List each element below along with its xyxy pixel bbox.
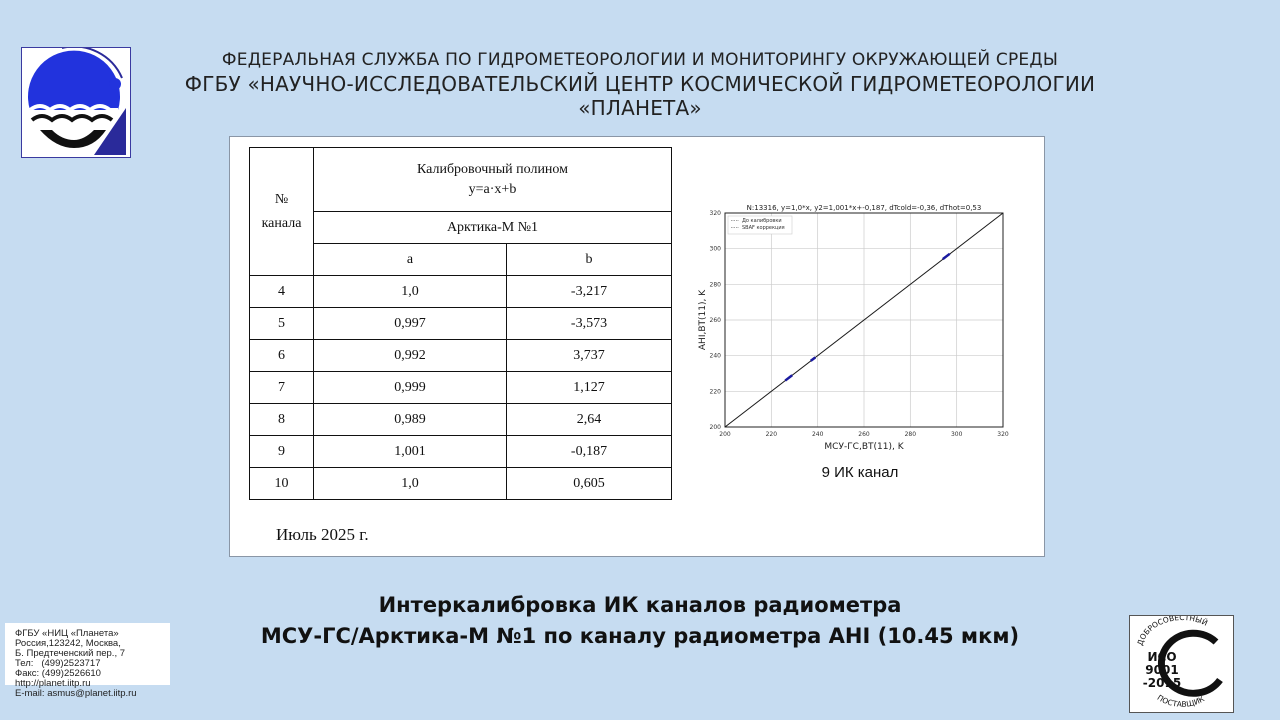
- y-tick-label: 220: [709, 388, 721, 396]
- x-tick-label: 220: [765, 431, 778, 438]
- x-tick-label: 260: [858, 431, 870, 438]
- data-point-cluster: [785, 375, 792, 380]
- table-row: [250, 372, 672, 404]
- header-organization: ФГБУ «НАУЧНО-ИССЛЕДОВАТЕЛЬСКИЙ ЦЕНТР КОСМИЧЕСКОЙ ГИДРОМЕТЕОРОЛОГИИ «ПЛАНЕТА»: [184, 72, 1096, 120]
- data-point-cluster: [811, 357, 816, 361]
- coef-b-cell: 0,605: [507, 468, 672, 500]
- contact-line: ФГБУ «НИЦ «Планета»: [15, 628, 119, 639]
- iso-label: ИСО: [1147, 650, 1177, 664]
- contact-line: Россия,123242, Москва,: [15, 638, 121, 649]
- table-row: [250, 340, 672, 372]
- polynomial-title: Калибровочный полином: [416, 161, 569, 177]
- channel-header-number: №: [274, 191, 289, 207]
- coef-b-cell: 3,737: [507, 340, 672, 372]
- y-tick-label: 200: [709, 424, 721, 431]
- planeta-logo: [21, 47, 131, 158]
- contact-line: E-mail: asmus@planet.iitp.ru: [15, 688, 137, 699]
- table-row: [250, 404, 672, 436]
- coef-a-cell: 0,997: [314, 308, 507, 340]
- coef-b-cell: 2,64: [507, 404, 672, 436]
- legend-label: SBAF коррекция: [742, 225, 785, 231]
- contact-line: Тел: (499)2523717: [15, 658, 101, 669]
- channel-cell: 8: [250, 404, 314, 436]
- table-row: [250, 436, 672, 468]
- contact-line: Б. Предтеченский пер., 7: [15, 648, 126, 659]
- iso-year: -2015: [1142, 676, 1182, 690]
- polynomial-formula: y=a·x+b: [468, 181, 517, 197]
- chart-caption: 9 ИК канал: [821, 464, 899, 481]
- iso-number: 9001: [1145, 663, 1179, 677]
- chart-title: N:13316, y=1,0*x, y2=1,001*x+-0,187, dTcold=-0,36, dThot=0,53: [746, 204, 982, 212]
- coef-b-cell: -3,217: [507, 276, 672, 308]
- table-row: [250, 308, 672, 340]
- channel-cell: 4: [250, 276, 314, 308]
- channel-cell: 6: [250, 340, 314, 372]
- contact-line: Факс: (499)2526610: [15, 668, 101, 679]
- coef-a-cell: 1,0: [314, 276, 507, 308]
- coef-a-cell: 0,999: [314, 372, 507, 404]
- column-b-header: b: [507, 244, 672, 276]
- x-axis-label: МСУ-ГС,BT(11), K: [824, 442, 904, 450]
- x-tick-label: 300: [950, 431, 963, 438]
- slide-title-line2: МСУ-ГС/Арктика-М №1 по каналу радиометра AHI (10.45 мкм): [260, 624, 1020, 648]
- coef-a-cell: 0,989: [314, 404, 507, 436]
- y-tick-label: 280: [709, 281, 721, 289]
- coef-b-cell: -3,573: [507, 308, 672, 340]
- channel-cell: 9: [250, 436, 314, 468]
- channel-header-label: канала: [261, 215, 302, 231]
- calibration-table: [249, 147, 672, 500]
- x-tick-label: 320: [997, 431, 1009, 438]
- report-date: Июль 2025 г.: [276, 525, 369, 544]
- y-axis-label: AHI,BT(11), K: [698, 289, 708, 351]
- y-tick-label: 300: [709, 245, 721, 253]
- contact-line: http://planet.iitp.ru: [15, 678, 91, 689]
- header-agency: ФЕДЕРАЛЬНАЯ СЛУЖБА ПО ГИДРОМЕТЕОРОЛОГИИ И МОНИТОРИНГУ ОКРУЖАЮЩЕЙ СРЕДЫ: [221, 50, 1059, 70]
- contact-block: [5, 623, 170, 699]
- iso-top-text: ДОБРОСОВЕСТНЫЙ: [1135, 616, 1210, 647]
- y-tick-label: 260: [709, 317, 721, 324]
- coef-a-cell: 1,0: [314, 468, 507, 500]
- column-a-header: a: [314, 244, 507, 276]
- slide-title-line1: Интеркалибровка ИК каналов радиометра: [378, 593, 902, 617]
- table-row: [250, 276, 672, 308]
- channel-cell: 7: [250, 372, 314, 404]
- coef-a-cell: 0,992: [314, 340, 507, 372]
- x-tick-label: 200: [719, 431, 731, 438]
- calibration-scatter-chart: [690, 198, 1020, 450]
- channel-cell: 10: [250, 468, 314, 500]
- y-tick-label: 240: [709, 352, 721, 360]
- coef-a-cell: 1,001: [314, 436, 507, 468]
- iso-certification-badge: [1129, 615, 1234, 713]
- legend-label: До калибровки: [742, 218, 782, 224]
- satellite-header: Арктика-М №1: [314, 212, 672, 244]
- table-row: [250, 468, 672, 500]
- polynomial-header-cell: [314, 148, 672, 212]
- channel-cell: 5: [250, 308, 314, 340]
- iso-bottom-text: ПОСТАВЩИК: [1155, 692, 1206, 709]
- coef-b-cell: 1,127: [507, 372, 672, 404]
- y-tick-label: 320: [709, 210, 721, 217]
- coef-b-cell: -0,187: [507, 436, 672, 468]
- data-point-cluster: [943, 254, 950, 259]
- channel-header-cell: [250, 148, 314, 276]
- x-tick-label: 280: [904, 431, 917, 438]
- x-tick-label: 240: [811, 431, 824, 438]
